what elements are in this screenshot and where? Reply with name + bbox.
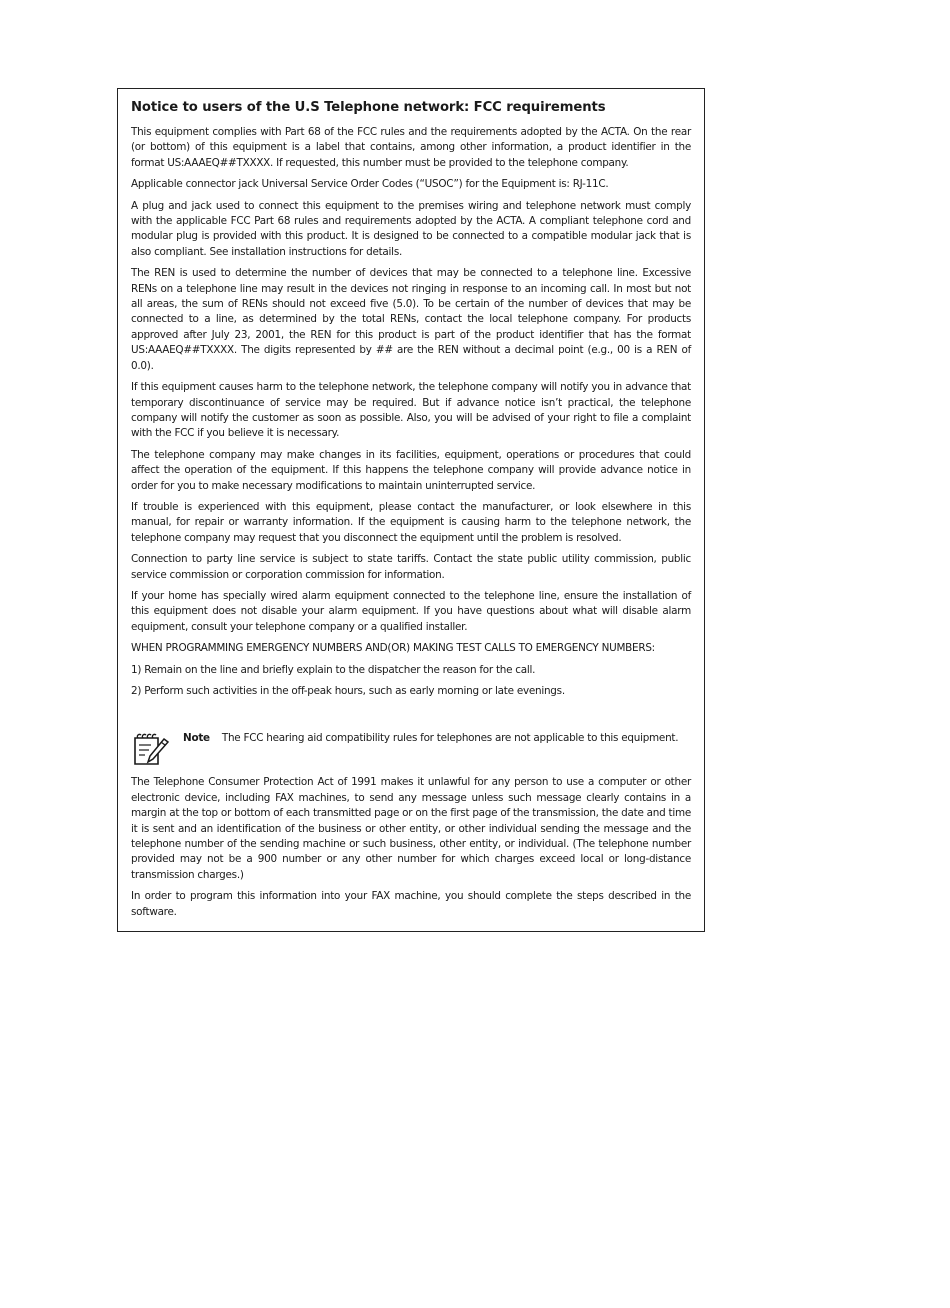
note-label: Note [183, 732, 210, 745]
paragraph-facility-changes: The telephone company may make changes in its facilities, equipment, operations or procedures that could affect the operation of the equipment. If this happens the telephone company will provide advance notice in order for you to make necessary modifications to maintain uninterrupted service. [131, 448, 691, 492]
paragraph-party-line: Connection to party line service is subject to state tariffs. Contact the state public utility commission, public service commission or corporation commission for information. [131, 553, 691, 581]
note-text: The FCC hearing aid compatibility rules for telephones are not applicable to this equipment. [221, 732, 679, 745]
paragraph-emergency-heading: WHEN PROGRAMMING EMERGENCY NUMBERS AND(OR) MAKING TEST CALLS TO EMERGENCY NUMBERS: [131, 642, 655, 655]
paragraph-fax-programming: In order to program this information into your FAX machine, you should complete the steps described in the software. [131, 890, 691, 918]
paragraph-harm: If this equipment causes harm to the telephone network, the telephone company will notify you in advance that temporary discontinuance of service may be required. But if advance notice isn’t practical, the telephone company will notify the customer as soon as possible. Also, you will be advised of your right to file a complaint with the FCC if you believe it is necessary. [131, 381, 691, 440]
fcc-notice-box [117, 88, 705, 932]
note-block [131, 731, 691, 767]
note-pencil-icon [131, 731, 171, 767]
paragraph-plug-jack: A plug and jack used to connect this equipment to the premises wiring and telephone network must comply with the applicable FCC Part 68 rules and requirements adopted by the ACTA. A compliant telephone cord and modular plug is provided with this product. It is designed to be connected to a compatible modular jack that is also compliant. See installation instructions for details. [131, 199, 691, 258]
paragraph-part68-label: This equipment complies with Part 68 of the FCC rules and the requirements adopted by the ACTA. On the rear (or bottom) of this equipment is a label that contains, among other information, a product identifier in the format US:AAAEQ##TXXXX. If requested, this number must be provided to the telephone company. [131, 126, 691, 169]
paragraph-ren: The REN is used to determine the number of devices that may be connected to a telephone line. Excessive RENs on a telephone line may result in the devices not ringing in response to an incoming call. In most but not all areas, the sum of RENs should not exceed five (5.0). To be certain of the number of devices that may be connected to a line, as determined by the total RENs, contact the local telephone company. For products approved after July 23, 2001, the REN for this product is part of the product identifier that has the format US:AAAEQ##TXXXX. The digits represented by ## are the REN without a decimal point (e.g., 00 is a REN of 0.0). [131, 267, 691, 372]
paragraph-usoc: Applicable connector jack Universal Service Order Codes (“USOC”) for the Equipment is: RJ-11C. [131, 178, 609, 191]
paragraph-tcpa: The Telephone Consumer Protection Act of 1991 makes it unlawful for any person to use a computer or other electronic device, including FAX machines, to send any message unless such message clearly contains in a margin at the top or bottom of each transmitted page or on the first page of the transmission, the date and time it is sent and an identification of the business or other entity, or other individual sending the message and the telephone number of the sending machine or such business, other entity, or individual. (The telephone number provided may not be a 900 number or any other number for which charges exceed local or long-distance transmission charges.) [131, 776, 691, 881]
paragraph-trouble: If trouble is experienced with this equipment, please contact the manufacturer, or look elsewhere in this manual, for repair or warranty information. If the equipment is causing harm to the telephone network, the telephone company may request that you disconnect the equipment until the problem is resolved. [131, 500, 691, 544]
emergency-step-1: 1) Remain on the line and briefly explain to the dispatcher the reason for the call. [131, 663, 536, 676]
emergency-step-2: 2) Perform such activities in the off-peak hours, such as early morning or late evenings. [131, 685, 565, 697]
paragraph-alarm: If your home has specially wired alarm equipment connected to the telephone line, ensure the installation of this equipment does not disable your alarm equipment. If you have questions about what will disable alarm equipment, consult your telephone company or a qualified installer. [131, 589, 691, 633]
notice-title: Notice to users of the U.S Telephone network: FCC requirements [131, 100, 606, 115]
note-text-container [183, 731, 678, 746]
